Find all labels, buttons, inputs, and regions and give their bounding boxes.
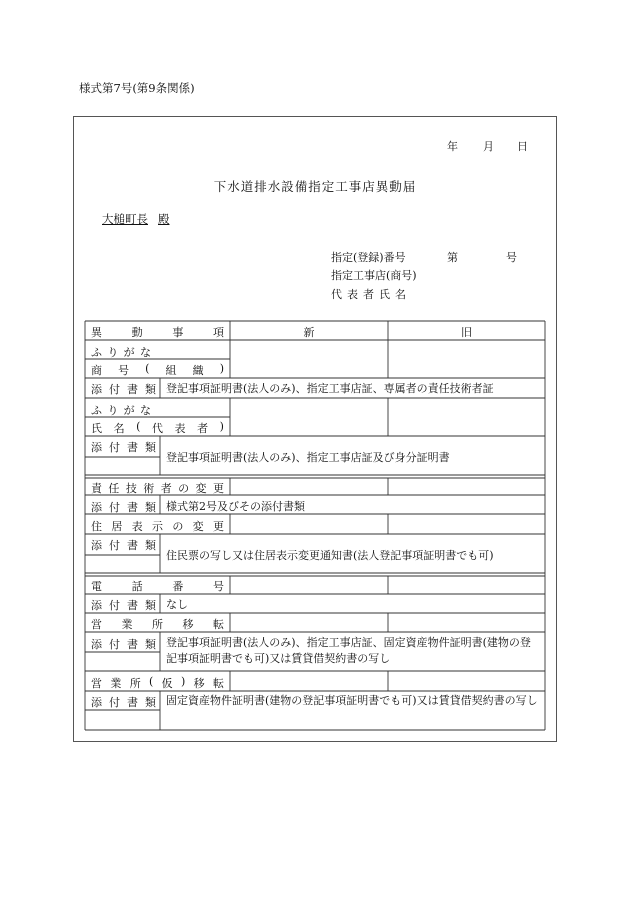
- date-month-label: 月: [483, 140, 494, 153]
- attachment-label: 添 付 書 類: [91, 383, 156, 396]
- addressee-name: 大槌町長: [102, 212, 148, 226]
- addressee-title: 殿: [158, 212, 170, 226]
- attachment-label: 添 付 書 類: [91, 638, 156, 651]
- attachment-text: 登記事項証明書(法人のみ)、指定工事店証及び身分証明書: [166, 451, 450, 464]
- shop-name-label: 指定工事店(商号): [331, 269, 417, 282]
- representative-name-label: 代表者氏名: [331, 288, 411, 301]
- row-label-furigana-trade-name: ふ り が な: [91, 346, 151, 359]
- row-label-trade-name: 商 号 ( 組 織 ): [91, 362, 224, 377]
- attachment-label: 添 付 書 類: [91, 696, 156, 709]
- attachment-label: 添 付 書 類: [91, 539, 156, 552]
- row-label-temporary-office-relocation: 営 業 所 ( 仮 ) 移 転: [91, 675, 224, 690]
- row-label-address-change: 住 居 表 示 の 変 更: [91, 520, 224, 533]
- table-header-item: 異 動 事 項: [91, 326, 224, 339]
- row-label-office-relocation: 営 業 所 移 転: [91, 618, 224, 631]
- attachment-text: 様式第2号及びその添付書類: [166, 500, 305, 513]
- registration-number-suffix: 号: [506, 251, 517, 264]
- registration-number-prefix: 第: [447, 251, 458, 264]
- row-label-engineer-change: 責 任 技 術 者 の 変 更: [91, 482, 224, 495]
- attachment-text: 住民票の写し又は住居表示変更通知書(法人登記事項証明書でも可): [166, 549, 494, 562]
- table-header-new: 新: [303, 326, 315, 339]
- table-header-old: 旧: [461, 326, 472, 339]
- attachment-text: 登記事項証明書(法人のみ)、指定工事店証、専属者の責任技術者証: [166, 382, 494, 395]
- attachment-text: 固定資産物件証明書(建物の登記事項証明書でも可)又は賃貸借契約書の写し: [166, 694, 538, 707]
- attachment-label: 添 付 書 類: [91, 599, 156, 612]
- form-number: 様式第7号(第9条関係): [79, 81, 195, 95]
- row-label-representative-name: 氏 名 ( 代 表 者 ): [91, 420, 224, 435]
- row-label-furigana-name: ふ り が な: [91, 404, 151, 417]
- attachment-label: 添 付 書 類: [91, 501, 156, 514]
- registration-number-label: 指定(登録)番号: [331, 251, 406, 264]
- attachment-label: 添 付 書 類: [91, 441, 156, 454]
- attachment-text: 登記事項証明書(法人のみ)、指定工事店証、固定資産物件証明書(建物の登記事項証明書でも可)又は賃貸借契約書の写し: [166, 636, 531, 665]
- attachment-text: なし: [166, 598, 188, 611]
- date-day-label: 日: [517, 140, 528, 153]
- form-title: 下水道排水設備指定工事店異動届: [213, 179, 417, 194]
- row-label-phone-number: 電 話 番 号: [91, 580, 224, 593]
- date-year-label: 年: [447, 140, 458, 153]
